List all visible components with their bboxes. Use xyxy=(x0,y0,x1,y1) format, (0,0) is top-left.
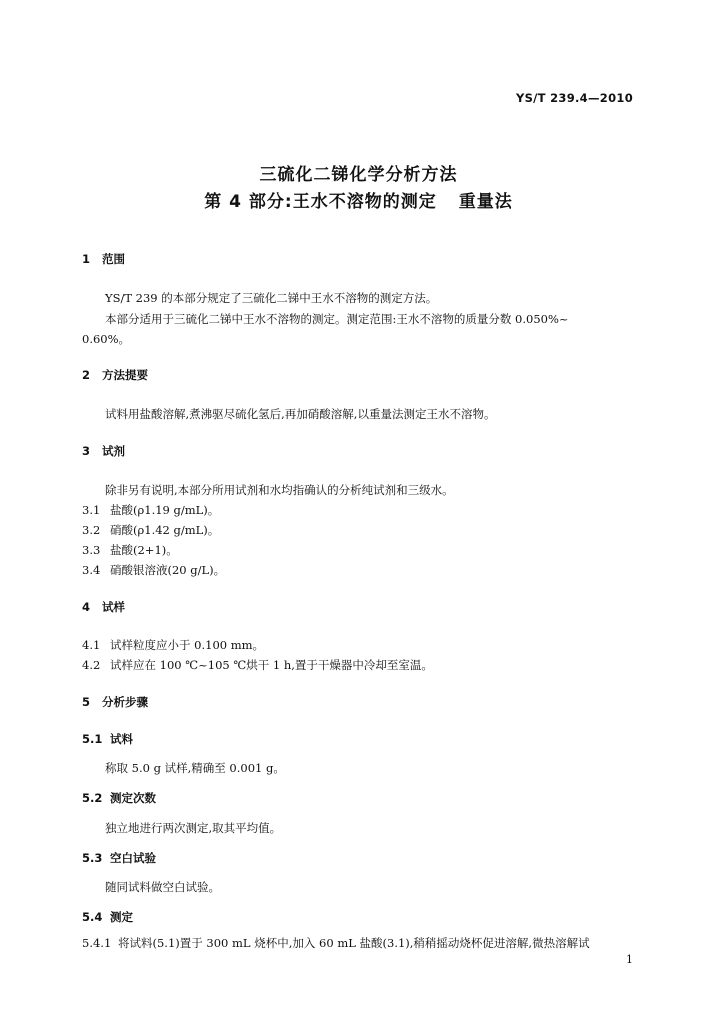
subsection-heading-5-4: 5.4 测定 xyxy=(82,910,133,924)
subtitle-part: 第 4 部分:王水不溶物的测定 xyxy=(204,192,437,212)
list-item: 3.1 盐酸(ρ1.19 g/mL)。 xyxy=(82,503,220,517)
document-title: 三硫化二锑化学分析方法 xyxy=(259,165,458,185)
clause-5-4-1: 5.4.1 将试料(5.1)置于 300 mL 烧杯中,加入 60 mL 盐酸(3.1),稍稍摇动烧杯促进溶解,微热溶解试 xyxy=(82,936,590,950)
paragraph: 随同试料做空白试验。 xyxy=(105,880,220,894)
paragraph: 试料用盐酸溶解,煮沸驱尽硫化氢后,再加硝酸溶解,以重量法测定王水不溶物。 xyxy=(105,407,496,421)
paragraph: 称取 5.0 g 试样,精确至 0.001 g。 xyxy=(105,761,285,775)
list-item: 3.2 硝酸(ρ1.42 g/mL)。 xyxy=(82,523,220,537)
paragraph: 本部分适用于三硫化二锑中王水不溶物的测定。测定范围:王水不溶物的质量分数 0.050%~ xyxy=(105,312,569,326)
subtitle-method: 重量法 xyxy=(458,192,513,212)
section-heading-3: 3 试剂 xyxy=(82,444,125,458)
paragraph: 独立地进行两次测定,取其平均值。 xyxy=(105,821,282,835)
paragraph-continuation: 0.60%。 xyxy=(82,332,131,346)
list-item: 4.2 试样应在 100 ℃~105 ℃烘干 1 h,置于干燥器中冷却至室温。 xyxy=(82,658,433,672)
page-number: 1 xyxy=(626,953,633,966)
subsection-heading-5-3: 5.3 空白试验 xyxy=(82,851,156,865)
standard-code: YS/T 239.4—2010 xyxy=(515,91,633,105)
section-heading-4: 4 试样 xyxy=(82,600,125,614)
list-item: 3.4 硝酸银溶液(20 g/L)。 xyxy=(82,563,226,577)
subsection-heading-5-1: 5.1 试料 xyxy=(82,732,133,746)
subsection-heading-5-2: 5.2 测定次数 xyxy=(82,791,156,805)
list-item: 3.3 盐酸(2+1)。 xyxy=(82,543,178,557)
list-item: 4.1 试样粒度应小于 0.100 mm。 xyxy=(82,638,265,652)
section-heading-5: 5 分析步骤 xyxy=(82,695,148,709)
document-subtitle xyxy=(0,187,717,212)
section-heading-2: 2 方法提要 xyxy=(82,368,148,382)
paragraph: 除非另有说明,本部分所用试剂和水均指确认的分析纯试剂和三级水。 xyxy=(105,483,454,497)
section-heading-1: 1 范围 xyxy=(82,252,125,266)
paragraph: YS/T 239 的本部分规定了三硫化二锑中王水不溶物的测定方法。 xyxy=(105,291,438,305)
